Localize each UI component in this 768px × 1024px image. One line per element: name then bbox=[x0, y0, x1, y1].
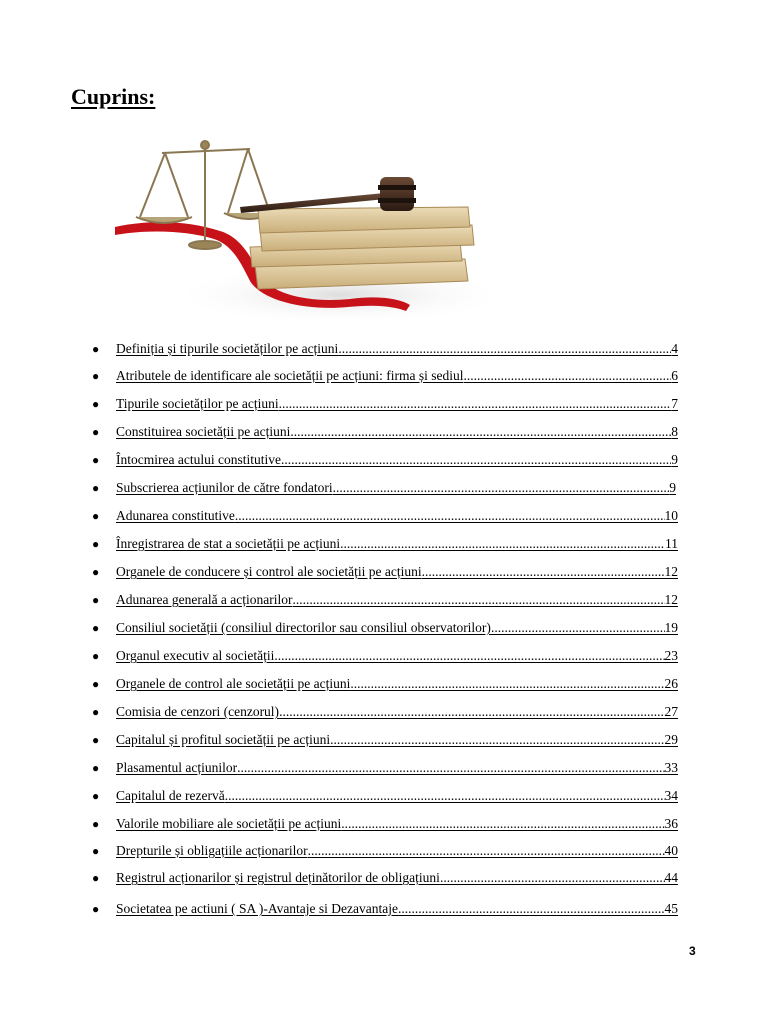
toc-link[interactable] bbox=[116, 478, 676, 498]
toc-page-number: 45 bbox=[664, 901, 678, 916]
toc-title: Organul executiv al societății bbox=[116, 648, 275, 663]
toc-leader-dots bbox=[350, 674, 664, 694]
toc-leader-dots bbox=[341, 814, 664, 834]
toc-title: Constituirea societății pe acțiuni bbox=[116, 424, 291, 439]
toc-title: Atributele de identificare ale societății pe acțiuni: firma și sediul bbox=[116, 368, 464, 383]
bullet-icon: ● bbox=[92, 425, 100, 439]
toc-link[interactable] bbox=[116, 618, 678, 638]
toc-page-number: 36 bbox=[664, 816, 678, 831]
toc-link[interactable] bbox=[116, 562, 678, 582]
toc-item bbox=[92, 758, 692, 778]
toc-title: Capitalul de rezervă bbox=[116, 788, 225, 803]
toc-link[interactable] bbox=[116, 786, 678, 806]
bullet-icon: ● bbox=[92, 902, 100, 916]
toc-link[interactable] bbox=[116, 506, 678, 526]
scales-icon bbox=[136, 141, 274, 249]
toc-leader-dots bbox=[398, 899, 664, 919]
toc-title: Registrul acționarilor și registrul deținătorilor de obligațiuni bbox=[116, 870, 440, 885]
page-number: 3 bbox=[689, 944, 696, 958]
toc-item bbox=[92, 422, 692, 442]
toc-leader-dots bbox=[225, 786, 665, 806]
toc-leader-dots bbox=[235, 506, 665, 526]
toc-title: Definiția și tipurile societăților pe acțiuni bbox=[116, 341, 339, 356]
toc-item bbox=[92, 366, 692, 386]
toc-item bbox=[92, 534, 692, 554]
toc-title: Plasamentul acțiunilor bbox=[116, 760, 238, 775]
toc-page-number: 11 bbox=[665, 536, 678, 551]
toc-item bbox=[92, 646, 692, 666]
toc-title: Consiliul societății (consiliul directorilor sau consiliul observatorilor) bbox=[116, 620, 491, 635]
toc-title: Adunarea generală a acționarilor bbox=[116, 592, 293, 607]
toc-leader-dots bbox=[279, 394, 672, 414]
toc-link[interactable] bbox=[116, 868, 678, 888]
bullet-icon: ● bbox=[92, 397, 100, 411]
toc-leader-dots bbox=[290, 422, 671, 442]
toc-item bbox=[92, 814, 692, 834]
toc-item bbox=[92, 394, 692, 414]
toc-title: Valorile mobiliare ale societății pe acțiuni bbox=[116, 816, 342, 831]
toc-leader-dots bbox=[340, 534, 665, 554]
toc-page-number: 4 bbox=[671, 341, 678, 356]
toc-title: Comisia de cenzori (cenzorul) bbox=[116, 704, 280, 719]
bullet-icon: ● bbox=[92, 677, 100, 691]
toc-page-number: 23 bbox=[664, 648, 678, 663]
bullet-icon: ● bbox=[92, 871, 100, 885]
toc-page-number: 29 bbox=[664, 732, 678, 747]
toc-leader-dots bbox=[338, 339, 671, 359]
toc-page-number: 12 bbox=[664, 592, 678, 607]
toc-item bbox=[92, 450, 692, 470]
toc-page-number: 6 bbox=[671, 368, 678, 383]
bullet-icon: ● bbox=[92, 844, 100, 858]
toc-link[interactable] bbox=[116, 841, 678, 861]
toc-title: Organele de conducere și control ale societății pe acțiuni bbox=[116, 564, 422, 579]
toc-link[interactable] bbox=[116, 674, 678, 694]
toc-leader-dots bbox=[274, 646, 664, 666]
toc-title: Societatea pe actiuni ( SA )-Avantaje si Dezavantaje bbox=[116, 901, 399, 916]
toc-leader-dots bbox=[293, 590, 665, 610]
toc-page-number: 7 bbox=[671, 396, 678, 411]
toc-page-number: 40 bbox=[664, 843, 678, 858]
toc-page-number: 12 bbox=[664, 564, 678, 579]
bullet-icon: ● bbox=[92, 509, 100, 523]
bullet-icon: ● bbox=[92, 649, 100, 663]
bullet-icon: ● bbox=[92, 733, 100, 747]
toc-leader-dots bbox=[281, 450, 671, 470]
bullet-icon: ● bbox=[92, 565, 100, 579]
toc-item bbox=[92, 590, 692, 610]
toc-item bbox=[92, 562, 692, 582]
toc-link[interactable] bbox=[116, 366, 678, 386]
toc-link[interactable] bbox=[116, 590, 678, 610]
toc-item bbox=[92, 339, 692, 359]
toc-title: Organele de control ale societății pe acțiuni bbox=[116, 676, 351, 691]
toc-title: Înregistrarea de stat a societății pe acțiuni bbox=[116, 536, 341, 551]
toc-page-number: 44 bbox=[664, 870, 678, 885]
toc-leader-dots bbox=[333, 478, 670, 498]
toc-leader-dots bbox=[237, 758, 664, 778]
toc-item bbox=[92, 730, 692, 750]
toc-item bbox=[92, 674, 692, 694]
toc-leader-dots bbox=[330, 730, 664, 750]
toc-page-number: 33 bbox=[664, 760, 678, 775]
bullet-icon: ● bbox=[92, 705, 100, 719]
bullet-icon: ● bbox=[92, 537, 100, 551]
gavel-icon bbox=[240, 177, 416, 213]
toc-leader-dots bbox=[422, 562, 665, 582]
toc-item bbox=[92, 478, 692, 498]
bullet-icon: ● bbox=[92, 369, 100, 383]
toc-item bbox=[92, 899, 692, 919]
toc-page-number: 9 bbox=[671, 452, 678, 467]
bullet-icon: ● bbox=[92, 621, 100, 635]
toc-item bbox=[92, 702, 692, 722]
toc-title: Capitalul și profitul societății pe acțiuni bbox=[116, 732, 331, 747]
toc-title: Drepturile și obligațiile acționarilor bbox=[116, 843, 308, 858]
toc-leader-dots bbox=[308, 841, 665, 861]
books-stack bbox=[250, 207, 474, 289]
bullet-icon: ● bbox=[92, 453, 100, 467]
toc-page-number: 27 bbox=[664, 704, 678, 719]
toc-link[interactable] bbox=[116, 450, 678, 470]
toc-title: Întocmirea actului constitutive bbox=[116, 452, 281, 467]
toc-page-number: 34 bbox=[664, 788, 678, 803]
toc-leader-dots bbox=[279, 702, 664, 722]
toc-link[interactable] bbox=[116, 814, 678, 834]
toc-item bbox=[92, 841, 692, 861]
toc-title: Adunarea constitutive bbox=[116, 508, 235, 523]
toc-link[interactable] bbox=[116, 422, 678, 442]
toc-item bbox=[92, 868, 692, 888]
toc-page-number: 19 bbox=[664, 620, 678, 635]
bullet-icon: ● bbox=[92, 481, 100, 495]
toc-link[interactable] bbox=[116, 394, 678, 414]
toc-title: Tipurile societăților pe acțiuni bbox=[116, 396, 279, 411]
toc-link[interactable] bbox=[116, 534, 678, 554]
toc-page-number: 10 bbox=[664, 508, 678, 523]
toc-link[interactable] bbox=[116, 339, 678, 359]
page-title: Cuprins: bbox=[71, 84, 156, 109]
toc-title: Subscrierea acțiunilor de către fondatori bbox=[116, 480, 333, 495]
justice-scales-gavel-books-illustration bbox=[110, 135, 510, 330]
toc-item bbox=[92, 618, 692, 638]
toc-link[interactable] bbox=[116, 646, 678, 666]
toc-page-number: 9 bbox=[669, 480, 676, 495]
bullet-icon: ● bbox=[92, 342, 100, 356]
toc-page-number: 8 bbox=[671, 424, 678, 439]
toc-leader-dots bbox=[440, 868, 665, 888]
toc-link[interactable] bbox=[116, 730, 678, 750]
toc-link[interactable] bbox=[116, 899, 678, 919]
bullet-icon: ● bbox=[92, 789, 100, 803]
bullet-icon: ● bbox=[92, 761, 100, 775]
bullet-icon: ● bbox=[92, 817, 100, 831]
toc-page-number: 26 bbox=[664, 676, 678, 691]
bullet-icon: ● bbox=[92, 593, 100, 607]
toc-link[interactable] bbox=[116, 758, 678, 778]
toc-leader-dots bbox=[491, 618, 665, 638]
toc-item bbox=[92, 786, 692, 806]
toc-item bbox=[92, 506, 692, 526]
toc-link[interactable] bbox=[116, 702, 678, 722]
toc-leader-dots bbox=[464, 366, 672, 386]
